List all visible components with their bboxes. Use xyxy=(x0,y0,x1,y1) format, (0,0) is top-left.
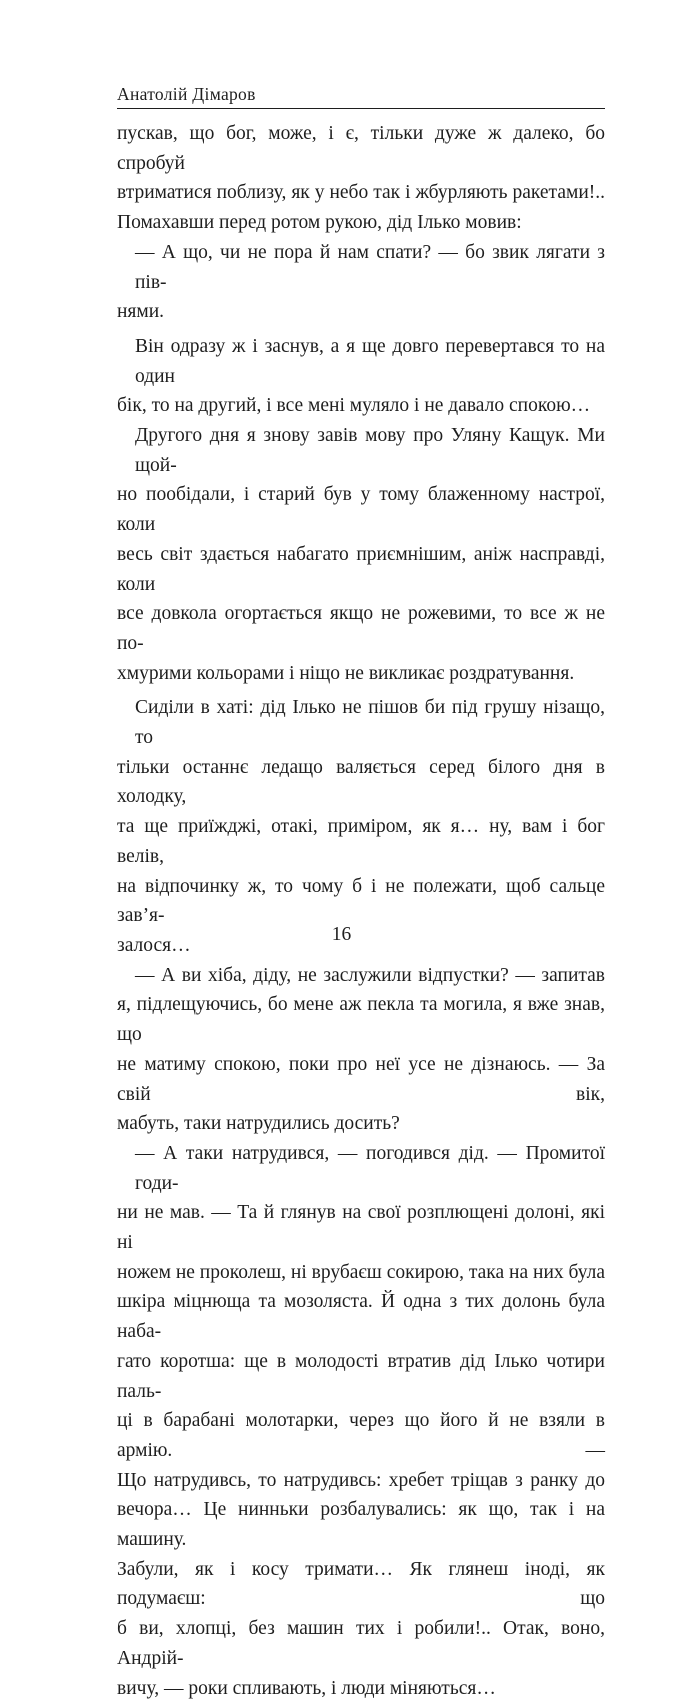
text-line: Помахавши перед ротом рукою, дід Ілько мовив: xyxy=(117,212,522,234)
text-line: гато коротша: ще в молодості втратив дід Ілько чотири паль- xyxy=(117,1350,605,1402)
text-line: я, підлещуючись, бо мене аж пекла та могила, я вже знав, що xyxy=(117,994,605,1046)
text-line: — А ви хіба, діду, не заслужили відпустки? — запитав xyxy=(135,964,605,986)
text-line: б ви, хлопці, без машин тих і робили!.. Отак, воно, Андрій- xyxy=(117,1618,605,1669)
text-line: но пообідали, і старий був у тому блаженному настрої, коли xyxy=(117,484,605,536)
text-line: тільки останнє ледащо валяється серед білого дня в холодку, xyxy=(117,756,605,808)
page-number: 16 xyxy=(331,924,352,945)
text-line: ни не мав. — Та й глянув на свої розплющені долоні, які ні xyxy=(117,1202,605,1254)
text-line: бік, то на другий, і все мені муляло і не давало спокою… xyxy=(117,395,591,417)
text-line: Що натрудивсь, то натрудивсь: хребет тріщав з ранку до xyxy=(117,1469,605,1491)
text-line: все довкола огортається якщо не рожевими, то все ж не по- xyxy=(117,603,605,654)
text-line: весь світ здається набагато приємнішим, аніж насправді, коли xyxy=(117,543,605,595)
text-line: вечора… Це нинньки розбалувались: як що, так і на машину. xyxy=(117,1499,605,1551)
text-line: Другого дня я знову завів мову про Уляну Кащук. Ми щой- xyxy=(135,425,605,476)
text-line: втриматися поблизу, як у небо так і жбурляють ракетами!.. xyxy=(117,182,605,204)
text-line: пускав, що бог, може, і є, тільки дуже ж далеко, бо спробуй xyxy=(117,123,605,174)
text-line: не матиму спокою, поки про неї усе не дізнаюсь. — За свій вік, xyxy=(117,1053,605,1105)
text-line: ножем не проколеш, ні врубаєш сокирою, така на них була xyxy=(117,1261,605,1283)
body-text xyxy=(117,119,605,1703)
text-line: мабуть, таки натрудились досить? xyxy=(117,1113,400,1135)
text-line: — А таки натрудився, — погодився дід. — Промитої годи- xyxy=(135,1142,605,1194)
text-line: Забули, як і косу тримати… Як глянеш іноді, як подумаєш: що xyxy=(117,1558,605,1610)
text-line: Він одразу ж і заснув, а я ще довго перевертався то на один xyxy=(135,335,605,387)
text-line: нями. xyxy=(117,301,165,323)
text-line: ці в барабані молотарки, через що його й не взяли в армію. — xyxy=(117,1410,605,1461)
text-line: та ще приїжджі, отакі, приміром, як я… ну, вам і бог велів, xyxy=(117,816,605,867)
text-line: на відпочинку ж, то чому б і не полежати, щоб сальце зав’я- xyxy=(117,875,605,927)
text-line: вичу, — роки спливають, і люди міняються… xyxy=(117,1677,496,1699)
header-rule xyxy=(117,108,605,109)
running-head: Анатолій Дімаров xyxy=(117,84,256,104)
text-line: хмурими кольорами і ніщо не викликає роздратування. xyxy=(117,662,575,684)
text-line: шкіра міцнюща та мозоляста. Й одна з тих долонь була наба- xyxy=(117,1291,605,1343)
text-line: — А що, чи не пора й нам спати? — бо звик лягати з пів- xyxy=(135,241,605,293)
text-line: Сиділи в хаті: дід Ілько не пішов би під грушу нізащо, то xyxy=(135,697,605,749)
text-line: залося… xyxy=(117,934,191,956)
